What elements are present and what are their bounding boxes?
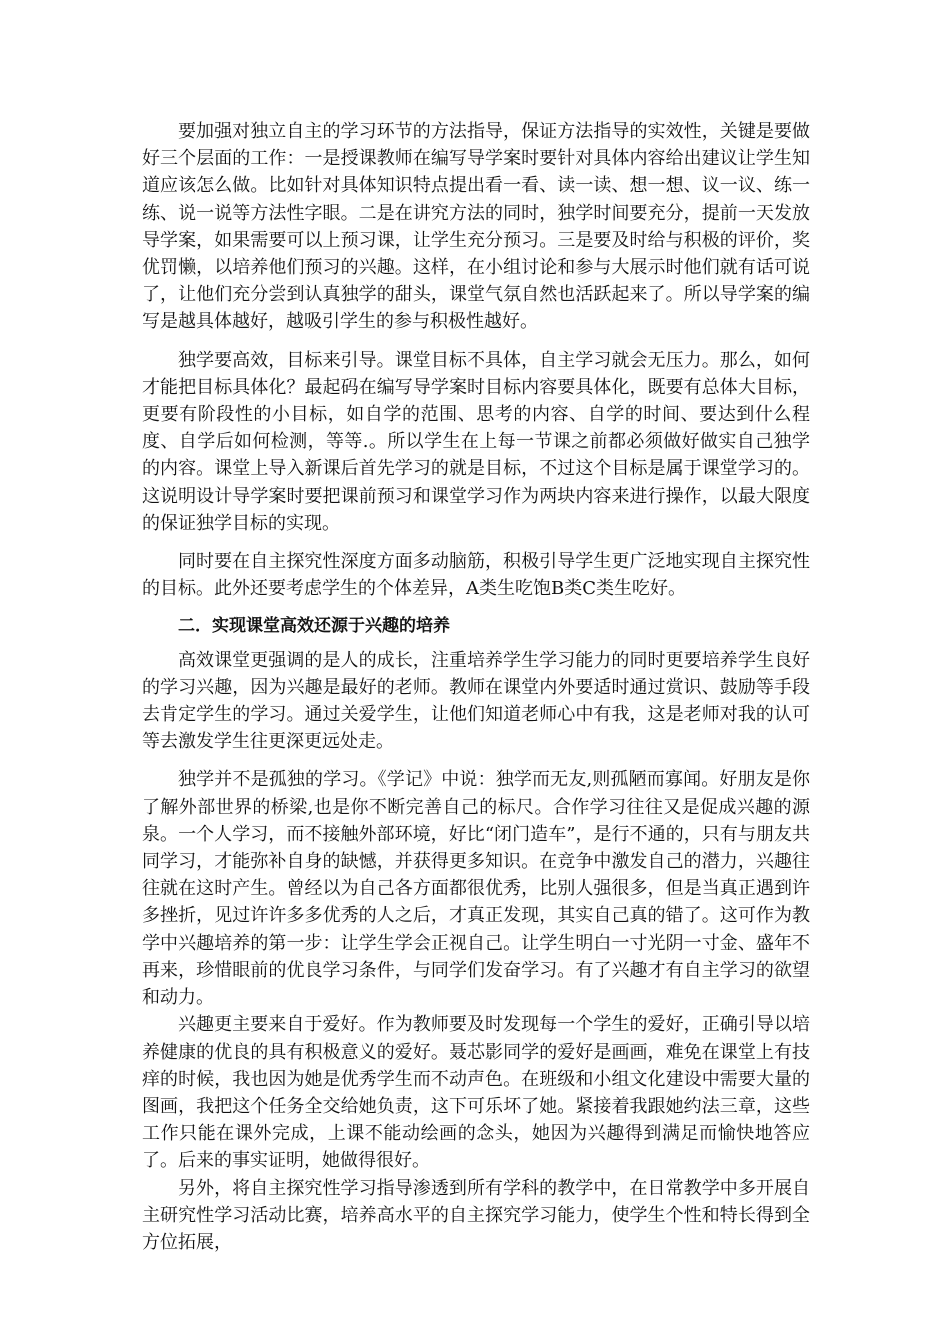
paragraph-method-guidance: 要加强对独立自主的学习环节的方法指导，保证方法指导的实效性，关键是要做好三个层面的工作：一是授课教师在编写导学案时要针对具体内容给出建议让学生知道应该怎么做。比如针对具体知识特点提出看一看、读一读、想一想、议一议、练一练、说一说等方法性字眼。二是在讲究方法的同时，独学时间要充分，提前一天发放导学案，如果需要可以上预习课，让学生充分预习。三是要及时给与积极的评价，奖优罚懒，以培养他们预习的兴趣。这样，在小组讨论和参与大展示时他们就有话可说了，让他们充分尝到认真独学的甜头，课堂气氛自然也活跃起来了。所以导学案的编写是越具体越好，越吸引学生的参与积极性越好。 (142, 121, 810, 333)
section-heading: 二．实现课堂高效还源于兴趣的培养 (178, 616, 450, 637)
paragraph-hobby-interest: 兴趣更主要来自于爱好。作为教师要及时发现每一个学生的爱好，正确引导以培养健康的优良的具有积极意义的爱好。聂芯影同学的爱好是画画，难免在课堂上有技痒的时候，我也因为她是优秀学生而不动声色。在班级和小组文化建设中需要大量的图画，我把这个任务全交给她负责，这下可乐坏了她。紧接着我跟她约法三章，这些工作只能在课外完成，上课不能动绘画的念头，她因为兴趣得到满足而愉快地答应了。后来的事实证明，她做得很好。 (142, 1014, 810, 1172)
paragraph-goal-guidance: 独学要高效，目标来引导。课堂目标不具体，自主学习就会无压力。那么，如何才能把目标具体化？最起码在编写导学案时目标内容要具体化，既要有总体大目标，更要有阶段性的小目标，如自学的范围、思考的内容、自学的时间、要达到什么程度、自学后如何检测，等等.。所以学生在上每一节课之前都必须做好做实自己独学的内容。课堂上导入新课后首先学习的就是目标，不过这个目标是属于课堂学习的。这说明设计导学案时要把课前预习和课堂学习作为两块内容来进行操作，以最大限度的保证独学目标的实现。 (142, 349, 810, 534)
paragraph-inquiry-extension: 另外，将自主探究性学习指导渗透到所有学科的教学中，在日常教学中多开展自主研究性学习活动比赛，培养高水平的自主探究学习能力，使学生个性和特长得到全方位拓展， (142, 1177, 810, 1253)
paragraph-interest-growth: 高效课堂更强调的是人的成长，注重培养学生学习能力的同时更要培养学生良好的学习兴趣，因为兴趣是最好的老师。教师在课堂内外要适时通过赏识、鼓励等手段去肯定学生的学习。通过关爱学生，让他们知道老师心中有我，这是老师对我的认可等去激发学生往更深更远处走。 (142, 649, 810, 753)
paragraph-cooperative-learning: 独学并不是孤独的学习。《学记》中说：独学而无友,则孤陋而寡闻。好朋友是你了解外部世界的桥梁,也是你不断完善自己的标尺。合作学习往往又是促成兴趣的源泉。一个人学习，而不接触外部环境，好比“闭门造车”，是行不通的，只有与朋友共同学习，才能弥补自身的缺憾，并获得更多知识。在竞争中激发自己的潜力，兴趣往往就在这时产生。曾经以为自己各方面都很优秀，比别人强很多，但是当真正遇到许多挫折，见过许许多多优秀的人之后，才真正发现，其实自己真的错了。这可作为教学中兴趣培养的第一步：让学生学会正视自己。让学生明白一寸光阴一寸金、盛年不再来，珍惜眼前的优良学习条件，与同学们发奋学习。有了兴趣才有自主学习的欲望和动力。 (142, 769, 810, 1009)
paragraph-inquiry-depth: 同时要在自主探究性深度方面多动脑筋，积极引导学生更广泛地实现自主探究性的目标。此外还要考虑学生的个体差异，A类生吃饱B类C类生吃好。 (142, 551, 810, 600)
document-page (142, 118, 810, 1256)
